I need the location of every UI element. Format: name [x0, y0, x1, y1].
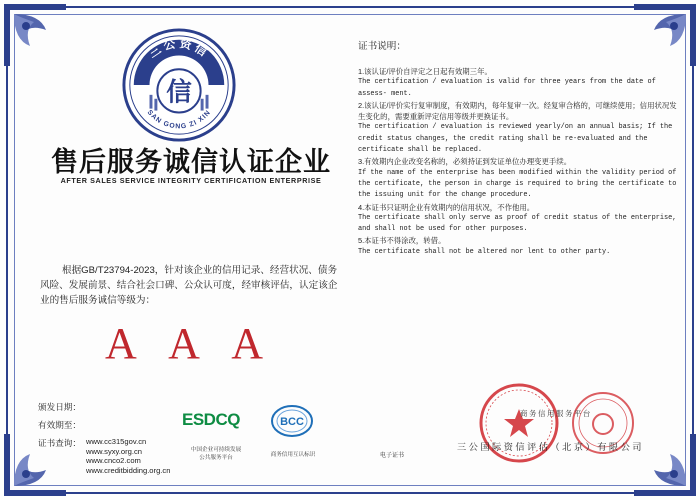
esdcq-text: ESDCQ: [182, 410, 240, 429]
credit-grade: [105, 318, 265, 369]
certificate-query-label: 证书查询：: [38, 438, 81, 448]
esdcq-caption: [176, 446, 256, 462]
sangong-logo: [120, 26, 238, 144]
corner-ornament-icon: [630, 0, 700, 70]
note-cn: 1.该认证/评价自评定之日起有效期三年。: [358, 67, 492, 76]
logo-bottom-text: SAN GONG ZI XIN: [145, 108, 213, 131]
note-cn: 2.该认证/评价实行复审制度，有效期内，每年复审一次。经复审合格的，可继续使用；信用状况发生变化的，需要重新评定信用等级并更换证书。: [358, 100, 677, 122]
esdcq-caption-line: 公共服务平台: [199, 455, 233, 461]
issue-date-label: 颁发日期：: [38, 402, 81, 412]
grade-letter: A: [168, 319, 202, 368]
certification-basis-text: 根据GB/T23794-2023，针对该企业的信用记录、经营状况、债务风险、发展前景、结合社会口碑、公众认可度，经审核评估，认定该企业的售后服务诚信等级为：: [40, 265, 338, 306]
logo-center-glyph: 信: [166, 77, 192, 108]
query-url-list: [86, 437, 170, 476]
note-en: The certification / evaluation is valid for three years from the date of assess- ment.: [358, 78, 656, 98]
note-cn: 5.本证书不得涂改，转借。: [358, 236, 446, 246]
query-url-link[interactable]: www.cc315gov.cn: [86, 437, 147, 446]
note-en: The certificate shall only serve as proof of credit status of the enterprise, and shall not be used for other purposes.: [358, 213, 677, 234]
certificate-title: 售后服务诚信认证企业: [51, 147, 331, 178]
electronic-certificate-label: 电子证书: [380, 452, 405, 459]
notes-heading: 证书说明：: [358, 41, 406, 52]
bcc-caption: 商务信用互认标识: [270, 452, 316, 458]
grade-letter: A: [105, 319, 139, 368]
note-en: The certification / evaluation is reviewed yearly/on an annual basis; If the credit status changes, the credit rating shall be re-evaluated and the certificate shall be replaced.: [358, 123, 673, 155]
esdcq-caption-line: 中国企业可持续发展: [190, 447, 242, 453]
query-url-link[interactable]: www.syxy.org.cn: [86, 446, 142, 456]
esdcq-logo: [182, 410, 240, 430]
issuer-name: 三公国际资信评估（北京）有限公司: [457, 442, 644, 452]
note-cn: 4.本证书只证明企业有效期内的信用状况，不作他用。: [358, 202, 535, 212]
note-cn: 3.有效期内企业改变名称的，必须持证到发证单位办理变更手续。: [358, 157, 572, 167]
grade-letter: A: [231, 319, 265, 368]
query-url-link[interactable]: www.cnco2.com: [86, 456, 141, 466]
query-url-link[interactable]: www.creditbidding.org.cn: [86, 466, 171, 476]
bcc-text: BCC: [280, 416, 304, 428]
note-en: The certificate shall not be altered nor lent to other party.: [358, 247, 611, 256]
corner-ornament-icon: [0, 0, 70, 70]
note-en: If the name of the enterprise has been modified within the validity period of the certificate, the person in charge is required to bring the certificate to the issuing unit for the change procedure.: [358, 168, 677, 200]
certificate-notes: [358, 66, 678, 258]
platform-name: 商务信用服务平台: [520, 409, 592, 418]
logo-top-text: 三公资信: [145, 36, 213, 61]
certificate-title-english: AFTER SALES SERVICE INTEGRITY CERTIFICATION ENTERPRISE: [60, 176, 322, 185]
valid-until-label: 有效期至：: [38, 420, 81, 430]
bcc-logo-icon: [270, 404, 314, 438]
